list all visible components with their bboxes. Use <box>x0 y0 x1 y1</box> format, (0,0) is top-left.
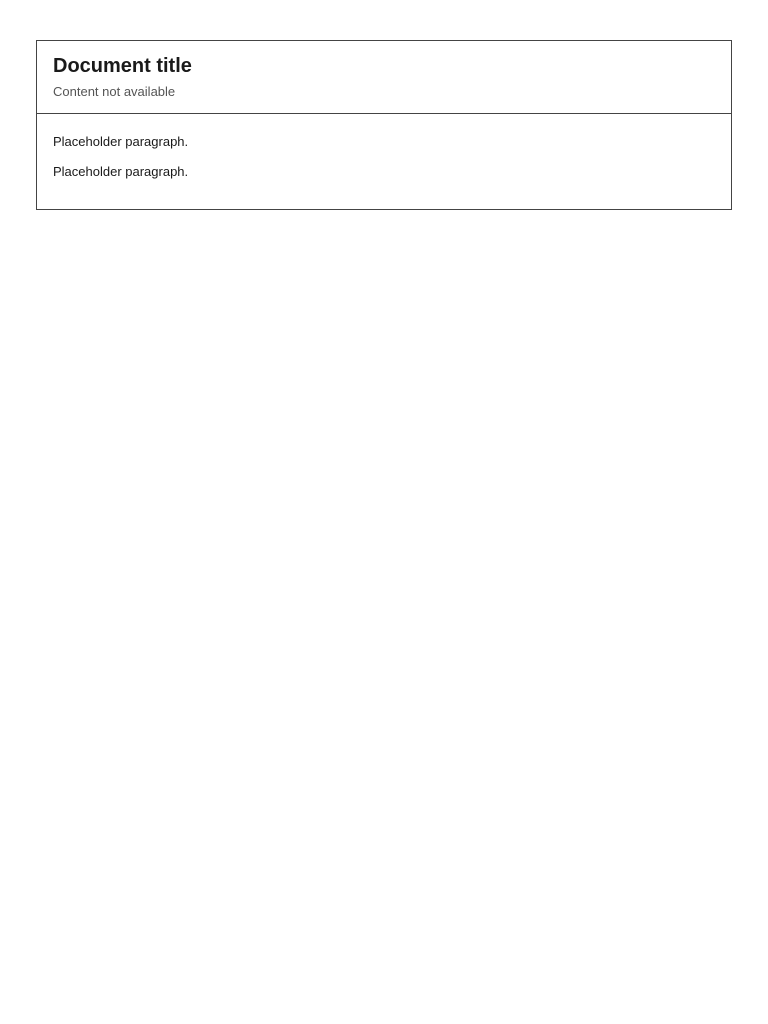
document-body <box>37 114 731 209</box>
document-paragraph: Placeholder paragraph. <box>53 134 189 149</box>
document-subtitle: Content not available <box>53 84 176 99</box>
document <box>36 40 732 210</box>
document-title: Document title <box>53 55 192 77</box>
document-paragraph: Placeholder paragraph. <box>53 163 189 179</box>
document-header <box>37 41 731 114</box>
